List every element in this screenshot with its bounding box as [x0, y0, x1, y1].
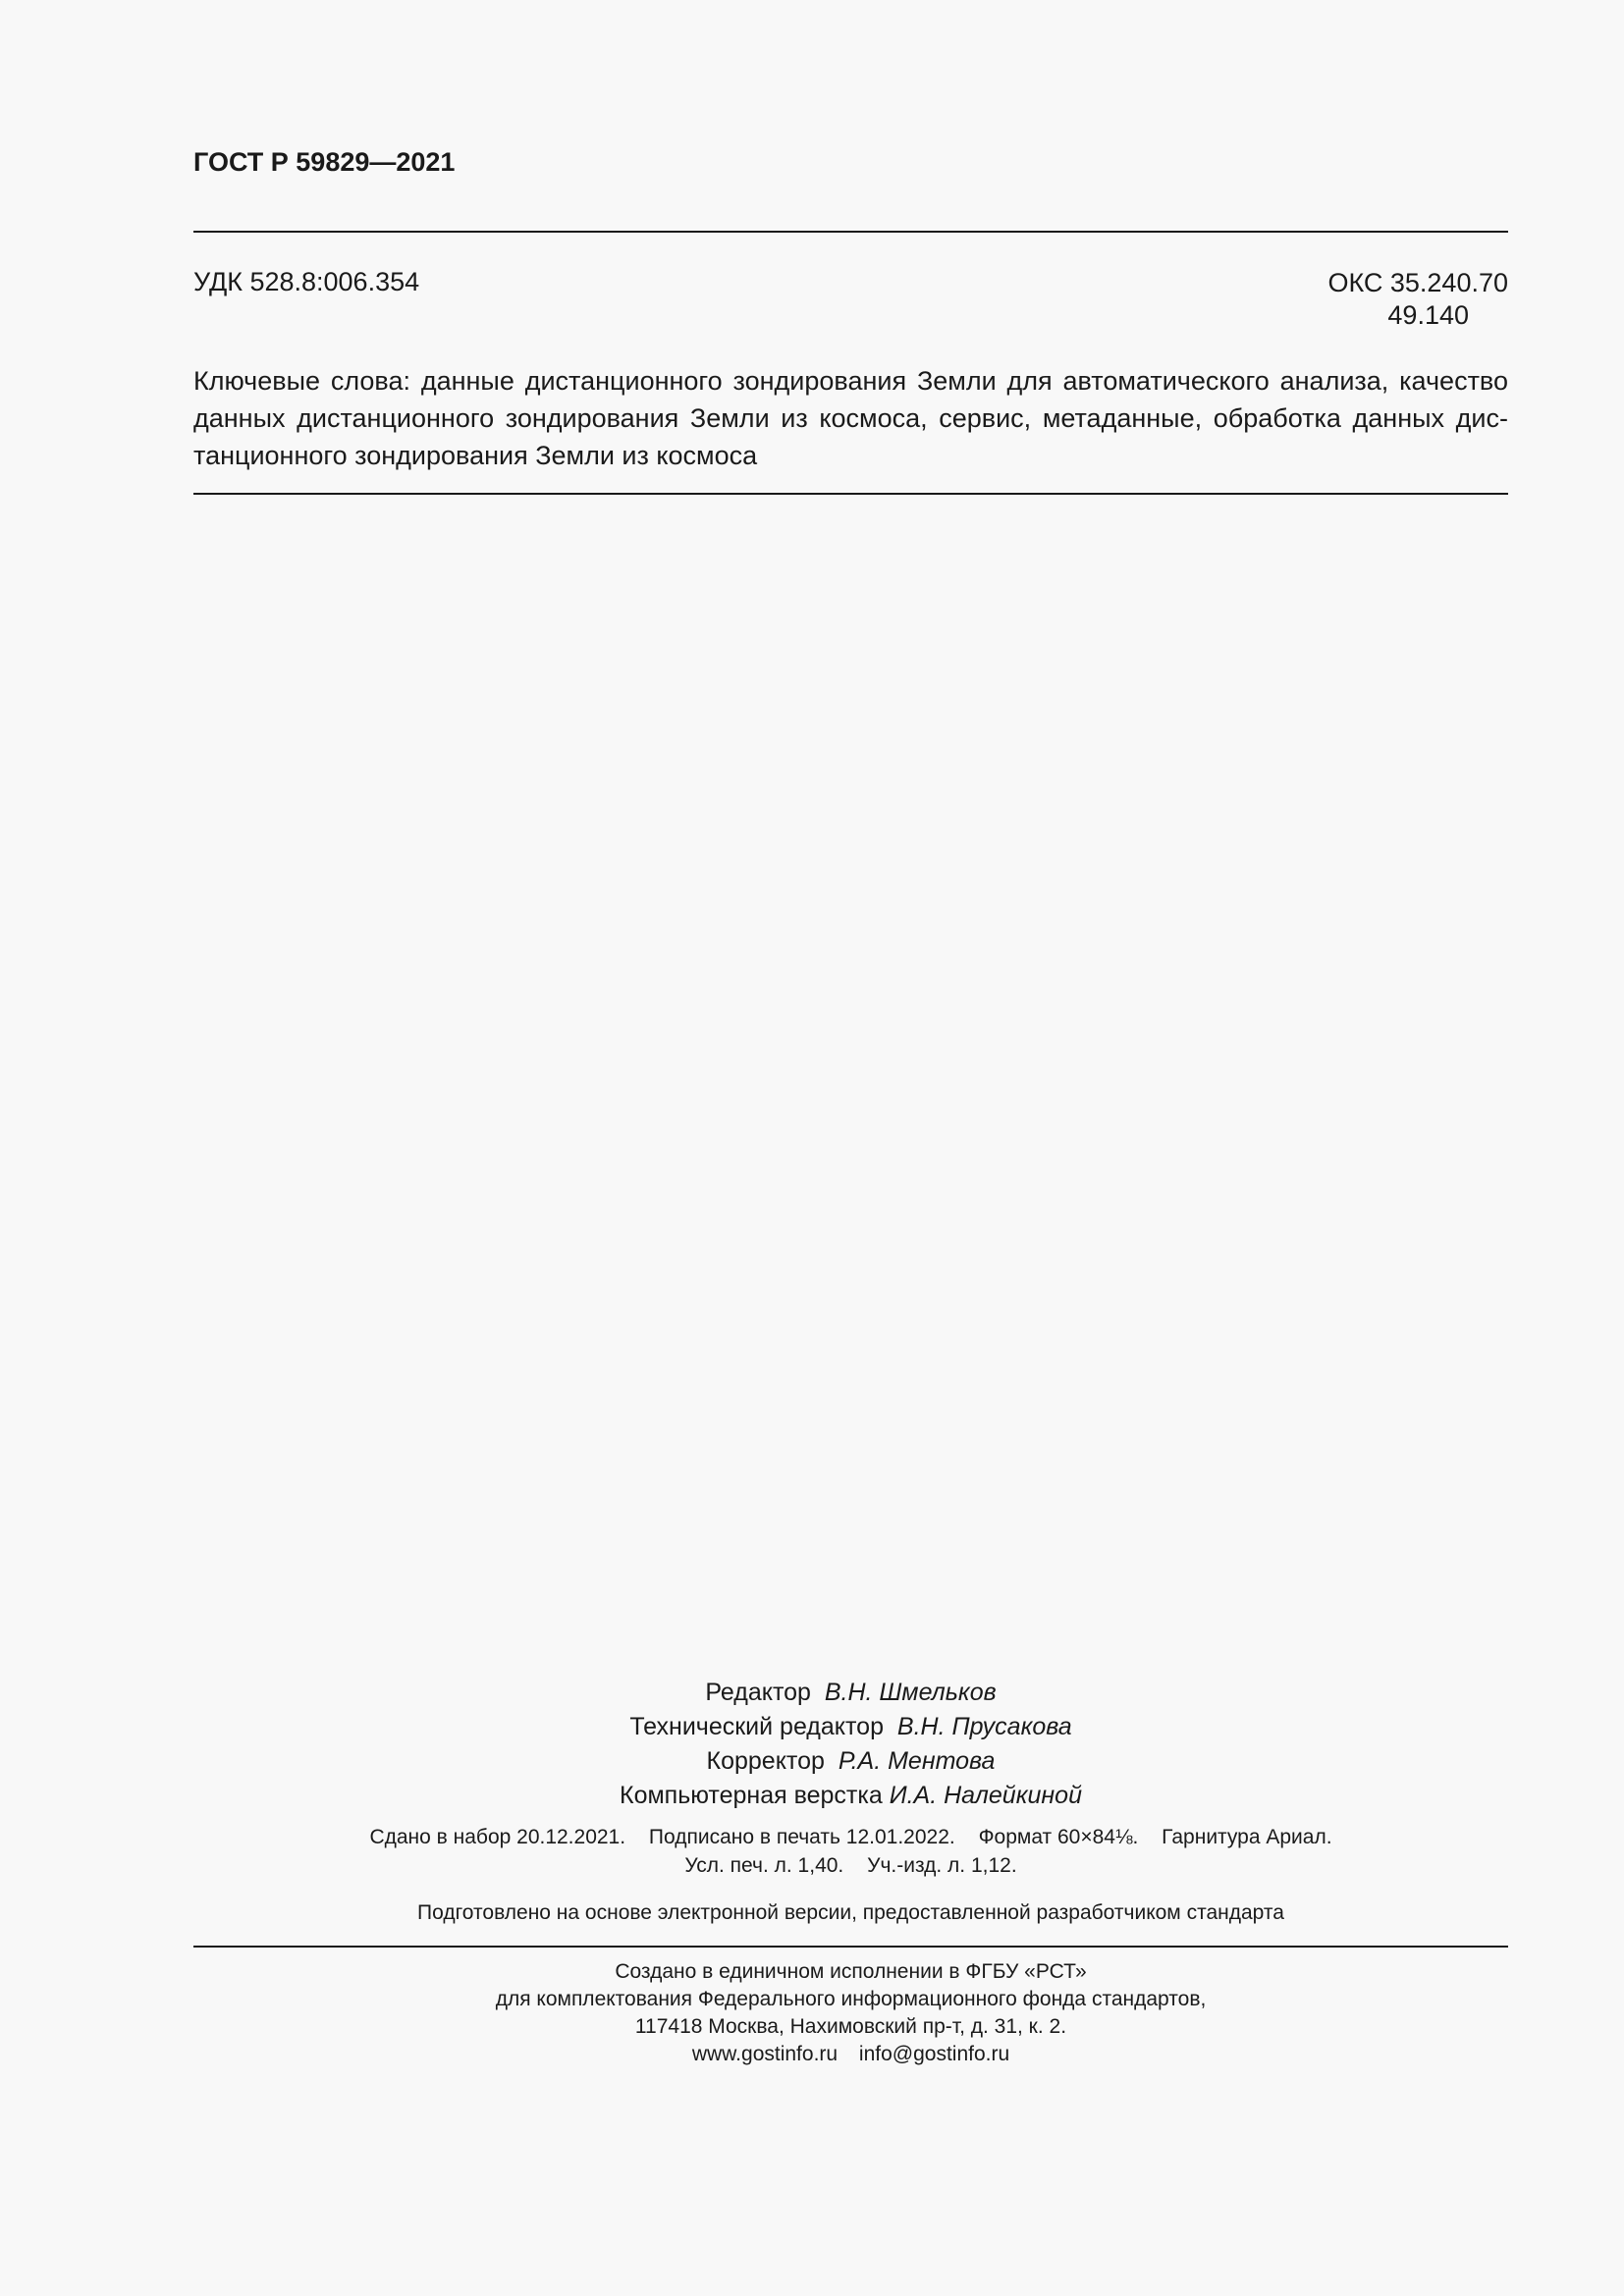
credit-editor — [193, 1676, 1508, 1710]
publisher-line: Создано в единичном исполнении в ФГБУ «РСТ» — [615, 1960, 1087, 1983]
website-link[interactable]: www.gostinfo.ru — [691, 2043, 839, 2065]
oks-code-secondary: 49.140 — [1387, 300, 1469, 330]
publisher-divider — [193, 1946, 1508, 1948]
publisher-contacts — [193, 2041, 1508, 2068]
email-link[interactable]: info@gostinfo.ru — [858, 2043, 1010, 2065]
print-info-row — [193, 1823, 1508, 1851]
oks-codes — [1327, 267, 1508, 332]
credit-layout — [193, 1779, 1508, 1813]
keywords-divider — [193, 493, 1508, 495]
print-info-row — [193, 1851, 1508, 1880]
typeface: Гарнитура Ариал. — [1162, 1826, 1332, 1848]
credit-name: Р.А. Ментова — [838, 1747, 996, 1775]
publisher-address: 117418 Москва, Нахимовский пр-т, д. 31, к. 2. — [634, 2015, 1067, 2038]
header-divider — [193, 231, 1508, 233]
credit-role: Редактор — [705, 1679, 811, 1706]
credits-block — [193, 1676, 1508, 1813]
keywords-line: Ключевые слова: данные дистанционного зондирования Земли для автоматического анализа, качество — [193, 366, 1508, 396]
print-info — [193, 1823, 1508, 1880]
document-id: ГОСТ Р 59829—2021 — [193, 147, 456, 177]
signed-date: Подписано в печать 12.01.2022. — [648, 1826, 955, 1848]
publisher-line: для комплектования Федерального информационного фонда стандартов, — [495, 1988, 1207, 2010]
credit-tech-editor — [193, 1710, 1508, 1744]
keywords-paragraph — [193, 362, 1508, 474]
credit-name: И.А. Налейкиной — [889, 1782, 1082, 1809]
credit-name: В.Н. Прусакова — [896, 1713, 1072, 1740]
publisher-block — [193, 1958, 1508, 2068]
keywords-line: танционного зондирования Земли из космоса — [193, 441, 758, 470]
paper-format: Формат 60×84⅛. — [978, 1826, 1139, 1848]
udk-code: УДК 528.8:006.354 — [193, 267, 420, 296]
credit-proofreader — [193, 1744, 1508, 1779]
credit-role: Корректор — [706, 1747, 825, 1775]
credit-role: Компьютерная верстка — [620, 1782, 883, 1809]
keywords-line: данных дистанционного зондирования Земли из космоса, сервис, метаданные, обработка данных дис- — [193, 403, 1508, 433]
pub-sheets: Уч.-изд. л. 1,12. — [867, 1854, 1017, 1877]
credit-name: В.Н. Шмельков — [824, 1679, 997, 1706]
prepared-note: Подготовлено на основе электронной версии, предоставленной разработчиком стандарта — [417, 1901, 1284, 1924]
print-sheets: Усл. печ. л. 1,40. — [684, 1854, 844, 1877]
oks-code-primary: ОКС 35.240.70 — [1327, 268, 1508, 297]
typeset-date: Сдано в набор 20.12.2021. — [369, 1826, 626, 1848]
credit-role: Технический редактор — [629, 1713, 884, 1740]
